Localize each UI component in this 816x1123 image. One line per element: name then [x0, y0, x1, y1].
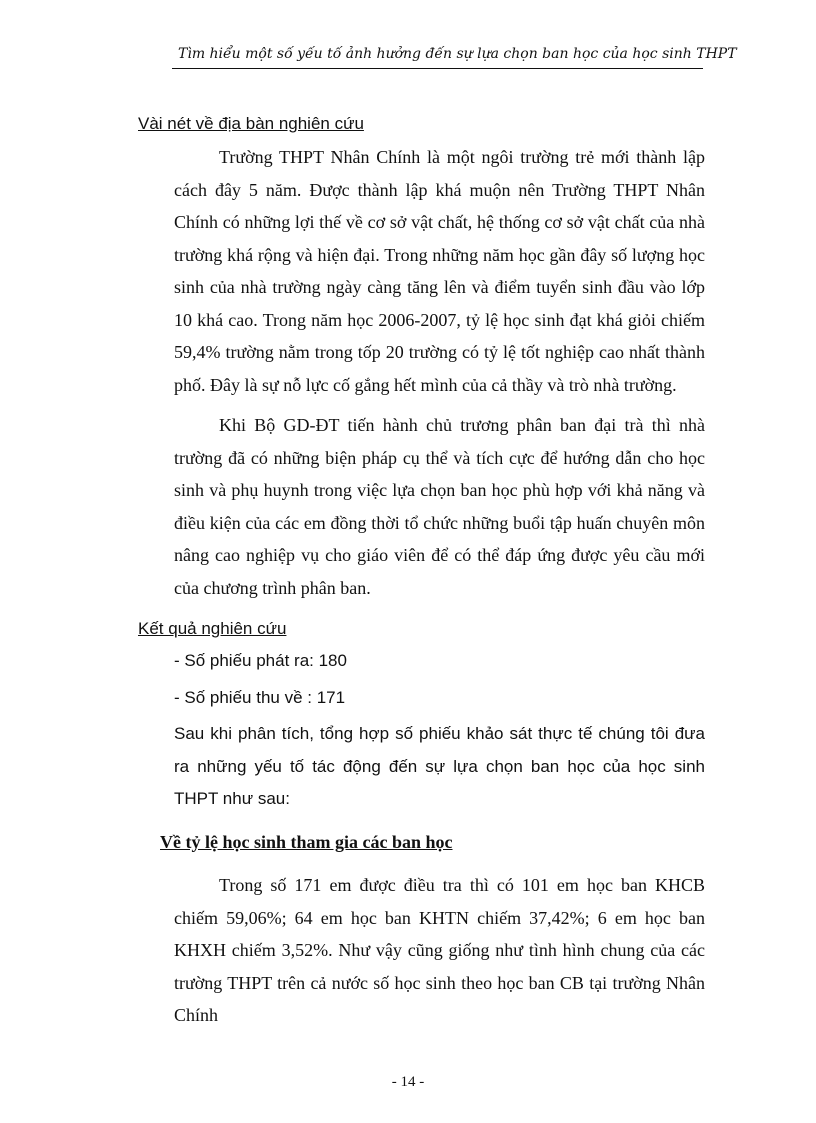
- paragraph-school-overview: Trường THPT Nhân Chính là một ngôi trường trẻ mới thành lập cách đây 5 năm. Được thành lập khá muộn nên Trường THPT Nhân Chính có những lợi thế về cơ sở vật chất, hệ thống cơ sở vật chất của nhà trường khá rộng và hiện đại. Trong những năm học gần đây số lượng học sinh của nhà trường ngày càng tăng lên và điểm tuyển sinh đầu vào lớp 10 khá cao. Trong năm học 2006-2007, tỷ lệ học sinh đạt khá giỏi chiếm 59,4% trường nằm trong tốp 20 trường có tỷ lệ tốt nghiệp cao nhất thành phố. Đây là sự nỗ lực cố gắng hết mình của cả thầy và trò nhà trường.: [174, 147, 705, 395]
- survey-collected-count: - Số phiếu thu về : 171: [174, 688, 346, 707]
- paragraph-ban-statistics: Trong số 171 em được điều tra thì có 101 em học ban KHCB chiếm 59,06%; 64 em học ban KHTN chiếm 37,42%; 6 em học ban KHXH chiếm 3,52%. Như vậy cũng giống như tình hình chung của các trường THPT trên cả nước số học sinh theo học ban CB tại trường Nhân Chính: [174, 875, 705, 1025]
- paragraph-ministry-policy: Khi Bộ GD-ĐT tiến hành chủ trương phân ban đại trà thì nhà trường đã có những biện pháp cụ thể và tích cực để hướng dẫn cho học sinh và phụ huynh trong việc lựa chọn ban học phù hợp với khả năng và điều kiện của các em đồng thời tổ chức những buổi tập huấn chuyên môn nâng cao nghiệp vụ cho giáo viên để có thể đáp ứng được yêu cầu mới của chương trình phân ban.: [174, 415, 705, 598]
- header-divider: [172, 68, 703, 69]
- paragraph-analysis-intro: Sau khi phân tích, tổng hợp số phiếu khảo sát thực tế chúng tôi đưa ra những yếu tố tác động đến sự lựa chọn ban học của học sinh THPT như sau:: [174, 724, 705, 808]
- section-heading-study-area: Vài nét về địa bàn nghiên cứu: [138, 114, 364, 133]
- page-number: - 14 -: [391, 1074, 425, 1090]
- section-heading-ban-ratio: Về tỷ lệ học sinh tham gia các ban học: [160, 832, 453, 852]
- survey-issued-count: - Số phiếu phát ra: 180: [174, 651, 347, 670]
- running-header: Tìm hiểu một số yếu tố ảnh hưởng đến sự lựa chọn ban học của học sinh THPT: [178, 46, 737, 62]
- section-heading-results: Kết quả nghiên cứu: [138, 619, 287, 638]
